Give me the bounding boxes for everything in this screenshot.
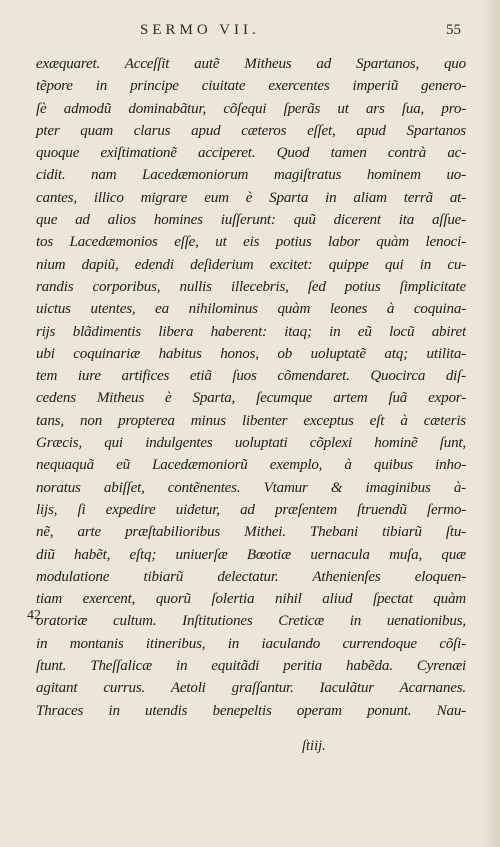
text-line: Thraces in utendis benepeltis operam ponunt. Nau- bbox=[36, 702, 466, 719]
text-line: nẽ, arte præſtabilioribus Mithei. Thebani tibiarũ ſtu- bbox=[36, 524, 466, 541]
text-line: in montanis itineribus, in iaculando currendoque cõſi- bbox=[36, 635, 466, 652]
margin-note: 42 bbox=[27, 608, 41, 623]
text-line: tẽpore in principe ciuitate exercentes imperiũ genero- bbox=[36, 78, 466, 95]
page-number: 55 bbox=[446, 22, 461, 38]
text-line: diũ habẽt, eſtq; uniuerſæ Bœotiæ uernacula muſa, quæ bbox=[36, 546, 466, 563]
text-line: agitant currus. Aetoli graſſantur. Iaculãtur Acarnanes. bbox=[36, 680, 466, 697]
text-line: tiam exercent, quorũ ſolertia nihil aliud ſpectat quàm bbox=[36, 591, 466, 608]
text-line: tem iure artifices etiã ſuos cõmendaret. Quocirca diſ- bbox=[36, 368, 466, 385]
text-line: lijs, ſi expedire uidetur, ad præſentem ſtruendũ ſermo- bbox=[36, 501, 466, 518]
text-line: cedens Mitheus è Sparta, ſecumque artem ſuã expor- bbox=[36, 390, 466, 407]
text-line: oratoriæ cultum. Inſtitutiones Creticæ in uenationibus, bbox=[36, 613, 466, 630]
text-line: Græcis, qui indulgentes uoluptati cõplexi hominẽ ſunt, bbox=[36, 435, 466, 452]
body-text bbox=[36, 53, 466, 722]
catchword: ſtiij. bbox=[302, 738, 326, 754]
text-line: nium dapiũ, edendi deſiderium excitet: quippe qui in cu- bbox=[36, 256, 466, 273]
text-line: modulatione tibiarũ delectatur. Athenienſes eloquen- bbox=[36, 568, 466, 585]
text-line: pter quam clarus apud cæteros eſſet, apud Spartanos bbox=[36, 122, 466, 139]
text-line: ſtunt. Theſſalicæ in equitãdi peritia habẽda. Cyrenæi bbox=[36, 658, 466, 675]
text-line: uictus utentes, ea nihilominus quàm leones à coquina- bbox=[36, 301, 466, 318]
text-line: tos Lacedæmonios eſſe, ut eis potius labor quàm lenoci- bbox=[36, 234, 466, 251]
text-line: cantes, illico migrare eum è Sparta in aliam terrã at- bbox=[36, 189, 466, 206]
running-title: SERMO VII. bbox=[140, 22, 260, 38]
running-head bbox=[0, 22, 500, 44]
text-line: nequaquã eũ Lacedæmoniorũ exemplo, à quibus inho- bbox=[36, 457, 466, 474]
text-line: ubi coquinariæ habitus honos, ob uoluptatẽ atq; utilita- bbox=[36, 345, 466, 362]
text-line: rijs blãdimentis libera haberent: itaq; in eũ locũ abiret bbox=[36, 323, 466, 340]
text-line: quoque exiſtimationẽ acciperet. Quod tamen contrà ac- bbox=[36, 145, 466, 162]
text-line: cidit. nam Lacedæmoniorum magiſtratus hominem uo- bbox=[36, 167, 466, 184]
text-line: que ad alios homines iuſſerunt: quũ dicerent ita aſſue- bbox=[36, 212, 466, 229]
text-line: noratus abiſſet, contẽnentes. Vtamur & imaginibus à- bbox=[36, 479, 466, 496]
text-line: randis corporibus, nullis illecebris, ſed potius ſimplicitate bbox=[36, 278, 466, 295]
text-line: ſè admodũ dominabãtur, cõſequi ſperãs ut ars ſua, pro- bbox=[36, 100, 466, 117]
text-line: tans, non propterea minus libenter exceptus eſt à cæteris bbox=[36, 412, 466, 429]
text-line: exæquaret. Acceſſit autẽ Mitheus ad Spartanos, quo bbox=[36, 56, 466, 72]
